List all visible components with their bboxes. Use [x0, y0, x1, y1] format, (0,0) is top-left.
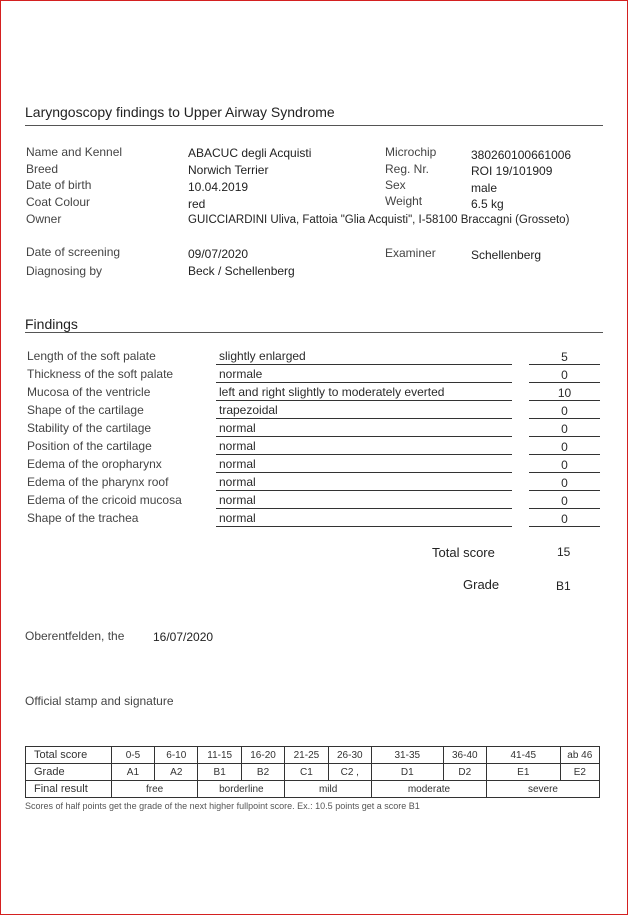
document-title: Laryngoscopy findings to Upper Airway Syndrome [25, 104, 335, 120]
finding-name: Stability of the cartilage [27, 421, 152, 435]
finding-name: Shape of the cartilage [27, 403, 144, 417]
screening-date-value: 09/07/2020 [188, 247, 249, 261]
microchip-value: 380260100661006 [471, 148, 572, 162]
scale-result-cell: moderate [371, 781, 486, 798]
grade-label: Grade [463, 577, 500, 592]
scale-range-cell: 16-20 [241, 747, 284, 764]
scale-range-cell: 6-10 [155, 747, 198, 764]
scale-grade-cell: A2 [155, 764, 198, 781]
microchip-label: Microchip [385, 145, 437, 159]
finding-row [0, 420, 628, 438]
breed-value: Norwich Terrier [188, 163, 269, 177]
scale-grade-cell: C1 [285, 764, 328, 781]
finding-value: normal [219, 475, 256, 489]
place-date-value: 16/07/2020 [153, 630, 214, 644]
weight-value: 6.5 kg [471, 197, 504, 211]
findings-rule [25, 332, 603, 333]
scale-range-cell: 31-35 [371, 747, 443, 764]
scale-grade-cell: D1 [371, 764, 443, 781]
finding-name: Thickness of the soft palate [27, 367, 174, 381]
scale-result-cell: severe [486, 781, 599, 798]
total-score-label: Total score [432, 545, 495, 560]
finding-value: normal [219, 421, 256, 435]
finding-row [0, 474, 628, 492]
finding-score: 0 [561, 494, 568, 508]
finding-name: Edema of the cricoid mucosa [27, 493, 182, 507]
finding-row [0, 438, 628, 456]
scale-range-cell: 36-40 [443, 747, 486, 764]
finding-row [0, 348, 628, 366]
coat-label: Coat Colour [26, 195, 91, 209]
finding-score: 0 [561, 368, 568, 382]
breed-label: Breed [26, 162, 59, 176]
scale-range-cell: 26-30 [328, 747, 371, 764]
owner-label: Owner [26, 212, 62, 226]
finding-value: normale [219, 367, 263, 381]
finding-row [0, 384, 628, 402]
scale-range-cell: 11-15 [198, 747, 241, 764]
dob-label: Date of birth [26, 178, 92, 192]
finding-score: 10 [557, 386, 572, 400]
scale-result-cell: mild [285, 781, 372, 798]
finding-row [0, 402, 628, 420]
scale-result-cell: borderline [198, 781, 285, 798]
screening-date-label: Date of screening [26, 245, 121, 259]
scale-grade-cell: C2 , [328, 764, 371, 781]
finding-value: normal [219, 439, 256, 453]
scale-grade-cell: E2 [560, 764, 599, 781]
finding-name: Length of the soft palate [27, 349, 156, 363]
finding-score: 0 [561, 512, 568, 526]
finding-value: normal [219, 493, 256, 507]
finding-name: Position of the cartilage [27, 439, 152, 453]
scale-row-result [26, 781, 600, 798]
name-label: Name and Kennel [26, 145, 123, 159]
stamp-signature-label: Official stamp and signature [25, 694, 174, 708]
dob-value: 10.04.2019 [188, 180, 249, 194]
scale-range-cell: 41-45 [486, 747, 560, 764]
finding-score: 0 [561, 422, 568, 436]
place-date-label: Oberentfelden, the [25, 629, 125, 643]
reg-label: Reg. Nr. [385, 162, 430, 176]
scale-range-cell: 21-25 [285, 747, 328, 764]
scale-grade-cell: D2 [443, 764, 486, 781]
finding-score: 0 [561, 404, 568, 418]
finding-row [0, 492, 628, 510]
title-rule [25, 125, 603, 126]
scale-grade-cell: B2 [241, 764, 284, 781]
finding-value: normal [219, 511, 256, 525]
scale-final-label: Final result [26, 781, 112, 798]
findings-heading: Findings [25, 316, 78, 332]
scale-grade-cell: E1 [486, 764, 560, 781]
finding-score: 5 [561, 350, 568, 364]
diagnosing-label: Diagnosing by [26, 264, 103, 278]
scale-range-cell: ab 46 [560, 747, 599, 764]
scale-grade-cell: B1 [198, 764, 241, 781]
total-score-value: 15 [557, 545, 571, 559]
footnote: Scores of half points get the grade of the next higher fullpoint score. Ex.: 10.5 points get a score B1 [25, 801, 420, 811]
scale-row-grade [26, 764, 600, 781]
finding-name: Edema of the pharynx roof [27, 475, 169, 489]
finding-value: trapezoidal [219, 403, 278, 417]
finding-row [0, 366, 628, 384]
finding-name: Mucosa of the ventricle [27, 385, 151, 399]
scale-row-total [26, 747, 600, 764]
finding-value: left and right slightly to moderately everted [219, 385, 445, 399]
owner-value: GUICCIARDINI Uliva, Fattoia "Glia Acquisti", I-58100 Braccagni (Grosseto) [188, 214, 570, 226]
diagnosing-value: Beck / Schellenberg [188, 264, 295, 278]
finding-value: normal [219, 457, 256, 471]
scale-total-label: Total score [26, 747, 112, 764]
name-value: ABACUC degli Acquisti [188, 146, 312, 160]
coat-value: red [188, 197, 206, 211]
finding-name: Edema of the oropharynx [27, 457, 162, 471]
finding-value: slightly enlarged [219, 349, 306, 363]
scale-grade-label: Grade [26, 764, 112, 781]
reg-value: ROI 19/101909 [471, 164, 553, 178]
finding-score: 0 [561, 440, 568, 454]
scale-grade-cell: A1 [111, 764, 154, 781]
scale-range-cell: 0-5 [111, 747, 154, 764]
scale-result-cell: free [111, 781, 198, 798]
finding-row [0, 456, 628, 474]
grading-scale-table [25, 746, 600, 798]
sex-value: male [471, 181, 498, 195]
finding-score: 0 [561, 476, 568, 490]
grade-value: B1 [556, 579, 571, 593]
finding-name: Shape of the trachea [27, 511, 139, 525]
finding-score: 0 [561, 458, 568, 472]
examiner-value: Schellenberg [471, 248, 542, 262]
weight-label: Weight [385, 194, 423, 208]
sex-label: Sex [385, 178, 406, 192]
finding-row [0, 510, 628, 528]
examiner-label: Examiner [385, 246, 436, 260]
